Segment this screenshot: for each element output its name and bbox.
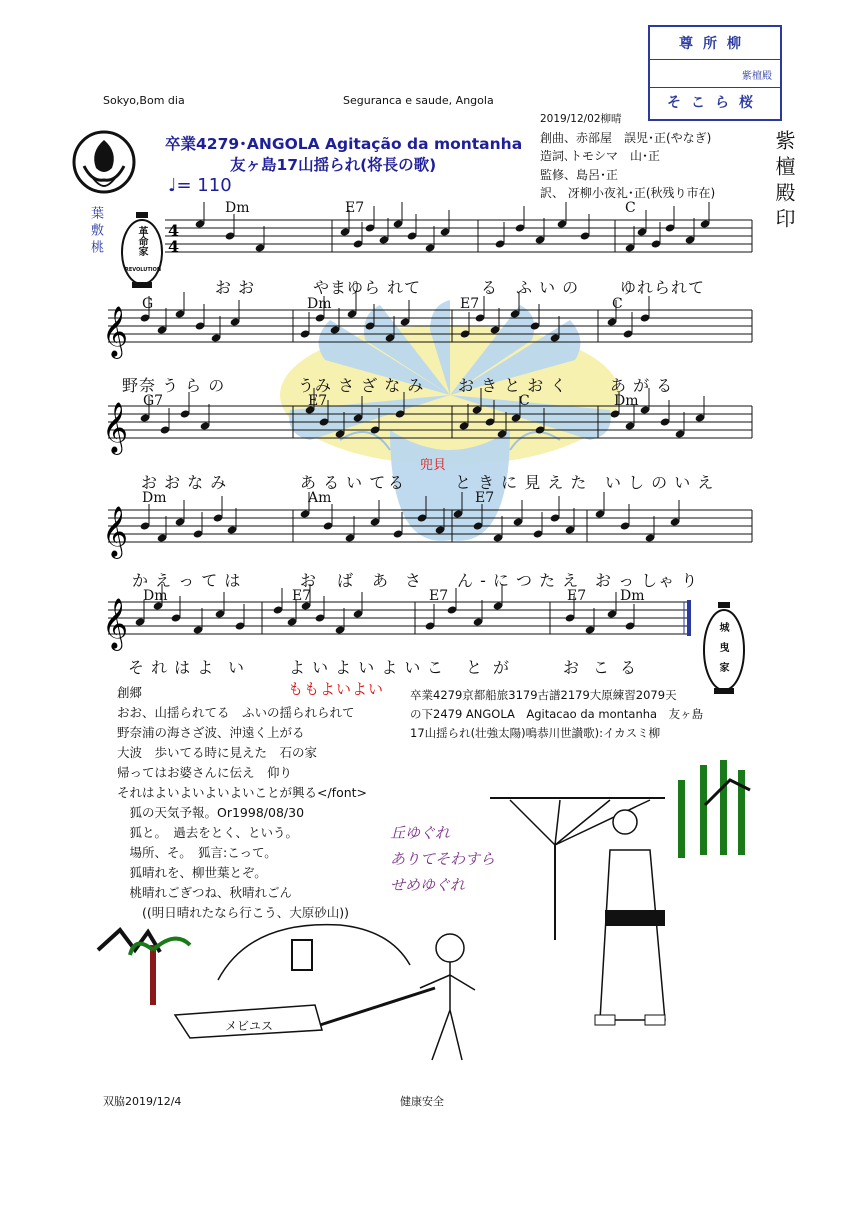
lyric-3-3: る	[388, 473, 406, 492]
lyric-5-6: が	[493, 658, 511, 677]
svg-text:4: 4	[168, 221, 180, 240]
right-note-line: 卒業4279京都船旅3179古譜2179大原練習2079天	[410, 688, 677, 702]
lyric-4-1: か え っ て は	[132, 571, 242, 590]
chord-5-3: E7	[429, 588, 449, 604]
staff-1	[165, 220, 752, 252]
lyric-5-8: こ	[593, 658, 611, 677]
poem-line: それはよいよいよいよいことが興る</font>	[117, 785, 368, 800]
lyric-2-2: うみ さ ざ な み	[298, 376, 425, 395]
lyric-5-9: る	[620, 658, 638, 677]
chord-3-4: Dm	[614, 393, 639, 409]
purple-poem-line: 丘ゆぐれ	[390, 824, 451, 842]
quarter-note-icon: ♩	[168, 175, 177, 196]
poem-line: 帰ってはお婆さんに伝え 仰り	[117, 765, 293, 780]
poem-line: 狐と。 過去をとく、という。	[117, 825, 299, 840]
poem-line: 狐晴れを、柳世葉とぞ。	[117, 865, 267, 880]
illustration	[90, 760, 770, 1080]
lyric-2-4: あ が る	[610, 376, 674, 395]
lyric-4-3: ば	[337, 571, 355, 590]
family-crest-icon	[72, 130, 136, 194]
svg-text:𝄞: 𝄞	[102, 506, 129, 557]
poem-title: 創郷	[117, 685, 143, 700]
lyric-1-4: ふ い の	[516, 278, 580, 297]
chord-1-1: Dm	[225, 200, 250, 216]
chord-4-2: Am	[308, 490, 332, 506]
poem-line: 桃晴れごぎつね、秋晴れごん	[117, 885, 293, 900]
lyric-1-5: ゆれられて	[620, 278, 706, 297]
header-center-greeting: Seguranca e saude, Angola	[343, 94, 494, 107]
footer-left: 双脇2019/12/4	[103, 1095, 182, 1108]
red-label: 兜貝	[420, 458, 447, 473]
poem-line: ((明日晴れたなら行こう、大原砂山))	[117, 905, 350, 920]
credits-block	[540, 110, 715, 203]
chord-4-1: Dm	[142, 490, 167, 506]
left-vertical-label: 葉敷桃	[88, 206, 103, 257]
tempo-mark	[168, 175, 232, 196]
lyric-5-7: お	[563, 658, 581, 677]
tempo-value: = 110	[176, 175, 232, 196]
lyric-3-4: と き に 見 え た	[455, 473, 588, 492]
poem-line: 狐の天気予報。Or1998/08/30	[117, 805, 305, 820]
chord-3-1: G7	[143, 393, 164, 409]
song-title-line1: 卒業4279･ANGOLA Agitação da montanha	[165, 135, 523, 153]
lyric-2-3: お き と お く	[458, 376, 568, 395]
credit-date: 2019/12/02柳晴	[540, 113, 622, 125]
lyric-4-6: ん - に つ た え	[457, 571, 580, 590]
svg-text:4: 4	[168, 237, 180, 256]
lyric-5-2: い	[228, 658, 246, 677]
chord-5-5: Dm	[620, 588, 645, 604]
lyric-3-5: い し の い え	[605, 473, 715, 492]
right-note-line: の下2479 ANGOLA Agitacao da montanha 友ヶ島	[410, 707, 704, 721]
poem-line: 大波 歩いてる時に見えた 石の家	[117, 745, 318, 760]
lyric-4-4: あ	[372, 571, 390, 590]
credit-supervisor: 監修、島呂･正	[540, 167, 619, 182]
name-stamp-box	[648, 25, 782, 121]
chord-1-3: C	[625, 200, 636, 216]
chord-4-3: E7	[475, 490, 495, 506]
chord-2-1: G	[142, 296, 154, 312]
right-note-block	[410, 686, 703, 743]
poem-line: おお、山揺られてる ふいの揺られられて	[117, 705, 355, 720]
lyric-1-3: る	[481, 278, 499, 297]
lyric-3-2: あ る い て	[300, 473, 387, 492]
lyric-4-2: お	[300, 571, 318, 590]
lantern-right-text: 城曳家	[717, 622, 728, 682]
purple-poem-line: せめゆぐれ	[390, 876, 466, 894]
footer-center: 健康安全	[400, 1095, 444, 1108]
stamp-bottom-text: そこら桜	[667, 95, 763, 111]
chord-2-4: C	[612, 296, 623, 312]
chord-3-3: C	[519, 393, 530, 409]
chord-1-2: E7	[345, 200, 365, 216]
staff-3	[108, 406, 752, 438]
chord-5-4: E7	[567, 588, 587, 604]
credit-composer: 創曲、赤部屋 誤児･正(やなぎ)	[540, 130, 712, 145]
right-note-line: 17山揺られ(壮強太陽)鳴恭川世讃歌):イカスミ柳	[410, 726, 661, 740]
staff-4	[108, 510, 752, 542]
momo-refrain: ももよいよい	[288, 680, 385, 698]
poem-line: 場所、そ。 狐言:こって。	[117, 845, 277, 860]
song-title-line2: 友ヶ島17山揺られ(将長の歌)	[230, 156, 437, 174]
lyric-4-7: お っ しゃ り	[595, 571, 699, 590]
svg-text:𝄞: 𝄞	[102, 402, 129, 453]
stamp-middle-text: 紫檀殿	[742, 71, 772, 82]
stamp-top-text: 尊所柳	[679, 36, 751, 52]
mobius-label: メビユス	[225, 1019, 274, 1033]
header-left-greeting: Sokyo,Bom dia	[103, 94, 185, 107]
lyric-5-1: そ れ は よ	[128, 658, 215, 677]
chord-5-1: Dm	[143, 588, 168, 604]
lyric-4-5: さ	[405, 571, 423, 590]
chord-2-3: E7	[460, 296, 480, 312]
lyric-5-3: よ い よ い よ い	[289, 658, 422, 677]
credit-translator: 訳、 冴柳小夜礼･正(秋残り市在)	[540, 186, 716, 200]
lantern-left-text: 革命家	[136, 226, 147, 256]
poem-line: 野奈浦の海さざ波、沖遠く上がる	[117, 725, 305, 740]
svg-text:𝄞: 𝄞	[102, 306, 129, 357]
lyric-5-4: こ	[427, 658, 445, 677]
side-seal-text: 紫檀殿印	[772, 130, 796, 234]
credit-lyricist: 造詞､トモシマ 山･正	[540, 149, 661, 163]
lyric-1-2: やまゆら れて	[313, 278, 422, 297]
lantern-left-sub: REVOLUTION	[125, 267, 162, 273]
purple-poem-line: ありてそわすら	[390, 850, 496, 868]
chord-5-2: E7	[292, 588, 312, 604]
lyric-1-1: お お	[215, 278, 256, 297]
chord-2-2: Dm	[307, 296, 332, 312]
lyric-5-5: と	[466, 658, 484, 677]
svg-text:𝄞: 𝄞	[102, 598, 129, 649]
lyric-2-1: 野奈 う ら の	[122, 376, 226, 395]
lyric-3-1: お お な み	[141, 473, 228, 492]
staff-2	[108, 310, 752, 342]
chord-3-2: E7	[308, 393, 328, 409]
